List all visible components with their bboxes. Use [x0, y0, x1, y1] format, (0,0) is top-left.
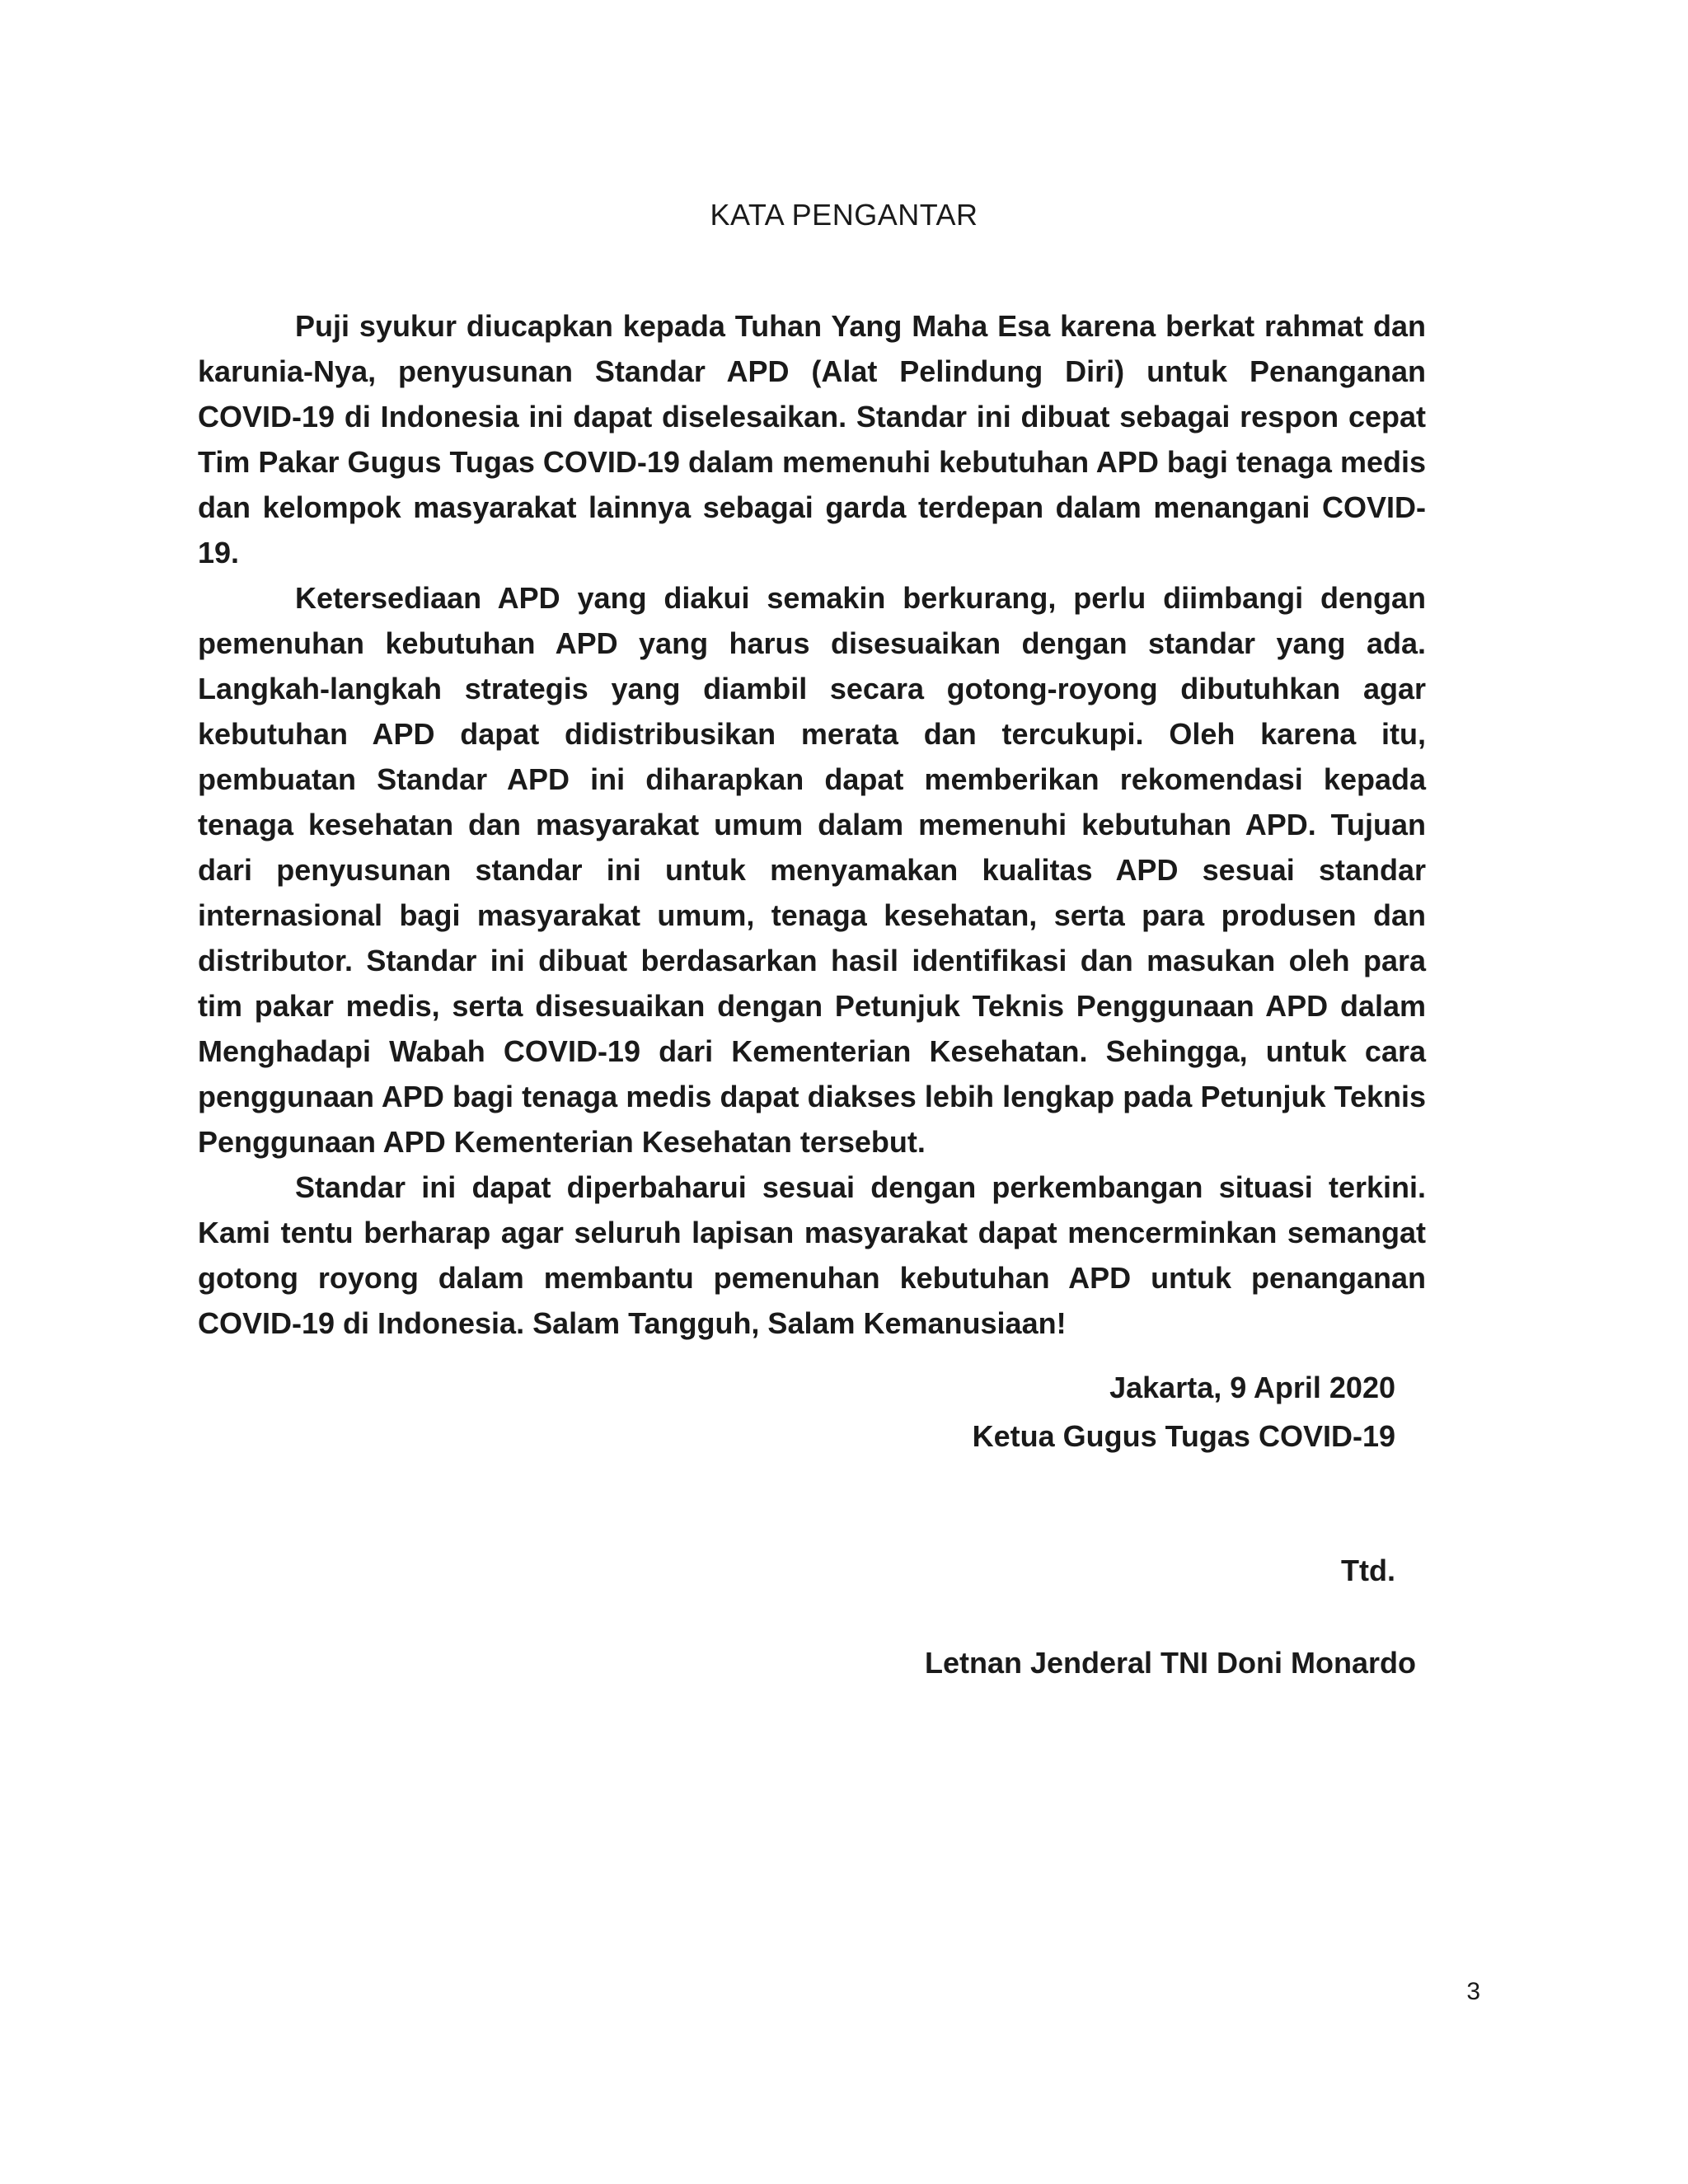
paragraph-3: Standar ini dapat diperbaharui sesuai dengan perkembangan situasi terkini. Kami tentu berharap agar seluruh lapisan masyarakat dapat mencerminkan semangat gotong royong dalam membantu pemenuhan kebutuhan APD untuk penanganan COVID-19 di Indonesia. Salam Tangguh, Salam Kemanusiaan!: [198, 1170, 1426, 1340]
signatory-name: Letnan Jenderal TNI Doni Monardo: [924, 1646, 1416, 1680]
signature-place-date: Jakarta, 9 April 2020: [1109, 1371, 1395, 1404]
paragraph-1: Puji syukur diucapkan kepada Tuhan Yang Maha Esa karena berkat rahmat dan karunia-Nya, penyusunan Standar APD (Alat Pelindung Diri) untuk Penanganan COVID-19 di Indonesia ini dapat diselesaikan. Standar ini dibuat sebagai respon cepat Tim Pakar Gugus Tugas COVID-19 dalam memenuhi kebutuhan APD bagi tenaga medis dan kelompok masyarakat lainnya sebagai garda terdepan dalam menangani COVID-19.: [198, 309, 1426, 569]
body-text: [198, 303, 1426, 1346]
signature-role: Ketua Gugus Tugas COVID-19: [972, 1419, 1395, 1453]
page-number: 3: [1466, 1978, 1480, 2005]
paragraph-2: Ketersediaan APD yang diakui semakin berkurang, perlu diimbangi dengan pemenuhan kebutuhan APD yang harus disesuaikan dengan standar yang ada. Langkah-langkah strategis yang diambil secara gotong-royong dibutuhkan agar kebutuhan APD dapat didistribusikan merata dan tercukupi. Oleh karena itu, pembuatan Standar APD ini diharapkan dapat memberikan rekomendasi kepada tenaga kesehatan dan masyarakat umum dalam memenuhi kebutuhan APD. Tujuan dari penyusunan standar ini untuk menyamakan kualitas APD sesuai standar internasional bagi masyarakat umum, tenaga kesehatan, serta para produsen dan distributor. Standar ini dibuat berdasarkan hasil identifikasi dan masukan oleh para tim pakar medis, serta disesuaikan dengan Petunjuk Teknis Penggunaan APD dalam Menghadapi Wabah COVID-19 dari Kementerian Kesehatan. Sehingga, untuk cara penggunaan APD bagi tenaga medis dapat diakses lebih lengkap pada Petunjuk Teknis Penggunaan APD Kementerian Kesehatan tersebut.: [198, 581, 1426, 1159]
signature-ttd: Ttd.: [1341, 1554, 1395, 1587]
page-title: KATA PENGANTAR: [710, 198, 978, 232]
